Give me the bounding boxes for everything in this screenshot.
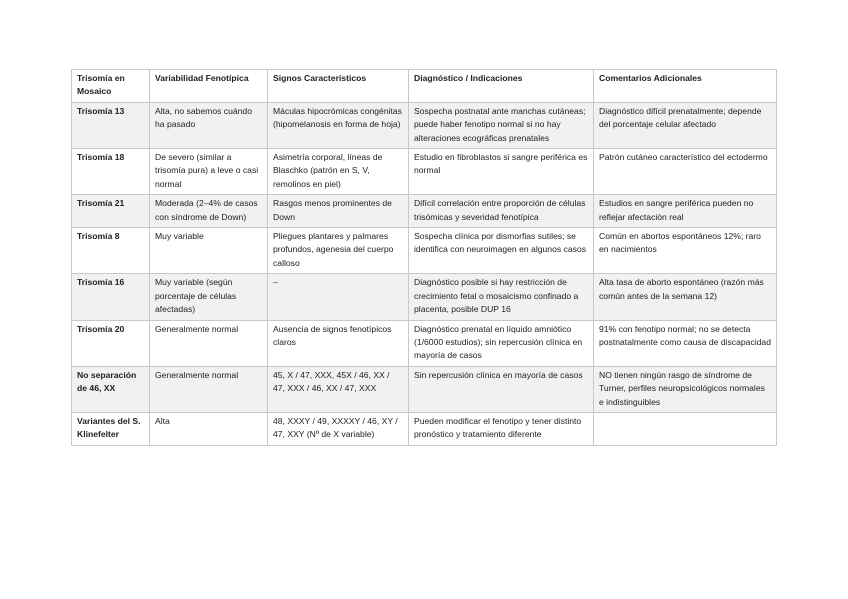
header-row [72,70,777,103]
cell-variabilidad: Muy variable (según porcentaje de células afectadas) [150,274,268,320]
table-row [72,412,777,445]
cell-diagnostico: Sospecha postnatal ante manchas cutáneas; puede haber fenotipo normal si no hay alteraciones ecográficas prenatales [409,102,594,148]
table-body [72,102,777,445]
cell-comentarios: Estudios en sangre periférica pueden no reflejar afectación real [594,195,777,228]
cell-comentarios: Común en abortos espontáneos 12%; raro en nacimientos [594,228,777,274]
cell-signos: – [268,274,409,320]
cell-diagnostico: Diagnóstico prenatal en líquido amniótico (1/6000 estudios); sin repercusión clínica en mayoría de casos [409,320,594,366]
header-trisomia-mosaico: Trisomía en Mosaico [72,70,150,103]
cell-comentarios: Alta tasa de aborto espontáneo (razón más común antes de la semana 12) [594,274,777,320]
header-comentarios-adicionales: Comentarios Adicionales [594,70,777,103]
cell-trisomia: Trisomía 16 [72,274,150,320]
table-row [72,320,777,366]
cell-trisomia: Trisomía 8 [72,228,150,274]
cell-variabilidad: Generalmente normal [150,320,268,366]
cell-signos: Máculas hipocrómicas congénitas (hipomelanosis en forma de hoja) [268,102,409,148]
cell-variabilidad: Muy variable [150,228,268,274]
cell-diagnostico: Pueden modificar el fenotipo y tener distinto pronóstico y tratamiento diferente [409,412,594,445]
cell-signos: Asimetría corporal, líneas de Blaschko (patrón en S, V, remolinos en piel) [268,149,409,195]
cell-variabilidad: Generalmente normal [150,366,268,412]
cell-diagnostico: Sospecha clínica por dismorfias sutiles; se identifica con neuroimagen en algunos casos [409,228,594,274]
table-row [72,274,777,320]
header-variabilidad-fenotipica: Variabilidad Fenotípica [150,70,268,103]
trisomy-mosaic-table [71,69,777,446]
cell-signos: Rasgos menos prominentes de Down [268,195,409,228]
cell-variabilidad: De severo (similar a trisomía pura) a leve o casi normal [150,149,268,195]
cell-diagnostico: Diagnóstico posible si hay restricción de crecimiento fetal o mosaicismo confinado a placenta, posible DUP 16 [409,274,594,320]
header-diagnostico-indicaciones: Diagnóstico / Indicaciones [409,70,594,103]
cell-variabilidad: Alta [150,412,268,445]
table-row [72,366,777,412]
cell-trisomia: Trisomía 18 [72,149,150,195]
cell-signos: 45, X / 47, XXX, 45X / 46, XX / 47, XXX / 46, XX / 47, XXX [268,366,409,412]
cell-trisomia: Trisomía 13 [72,102,150,148]
header-signos-caracteristicos: Signos Característicos [268,70,409,103]
cell-signos: Pliegues plantares y palmares profundos, agenesia del cuerpo calloso [268,228,409,274]
cell-comentarios: Patrón cutáneo característico del ectodermo [594,149,777,195]
cell-diagnostico: Estudio en fibroblastos si sangre periférica es normal [409,149,594,195]
cell-comentarios: NO tienen ningún rasgo de síndrome de Turner, perfiles neuropsicológicos normales e indistinguibles [594,366,777,412]
cell-comentarios [594,412,777,445]
cell-diagnostico: Sin repercusión clínica en mayoría de casos [409,366,594,412]
cell-signos: 48, XXXY / 49, XXXXY / 46, XY / 47, XXY (Nº de X variable) [268,412,409,445]
cell-trisomia: Variantes del S. Klinefelter [72,412,150,445]
cell-comentarios: Diagnóstico difícil prenatalmente; depende del porcentaje celular afectado [594,102,777,148]
cell-trisomia: Trisomía 20 [72,320,150,366]
table-row [72,102,777,148]
cell-comentarios: 91% con fenotipo normal; no se detecta postnatalmente como causa de discapacidad [594,320,777,366]
cell-trisomia: No separación de 46, XX [72,366,150,412]
cell-variabilidad: Moderada (2–4% de casos con síndrome de Down) [150,195,268,228]
table-row [72,149,777,195]
cell-signos: Ausencia de signos fenotípicos claros [268,320,409,366]
cell-diagnostico: Difícil correlación entre proporción de células trisómicas y severidad fenotípica [409,195,594,228]
table-row [72,195,777,228]
cell-trisomia: Trisomía 21 [72,195,150,228]
table-row [72,228,777,274]
cell-variabilidad: Alta, no sabemos cuándo ha pasado [150,102,268,148]
table-header [72,70,777,103]
